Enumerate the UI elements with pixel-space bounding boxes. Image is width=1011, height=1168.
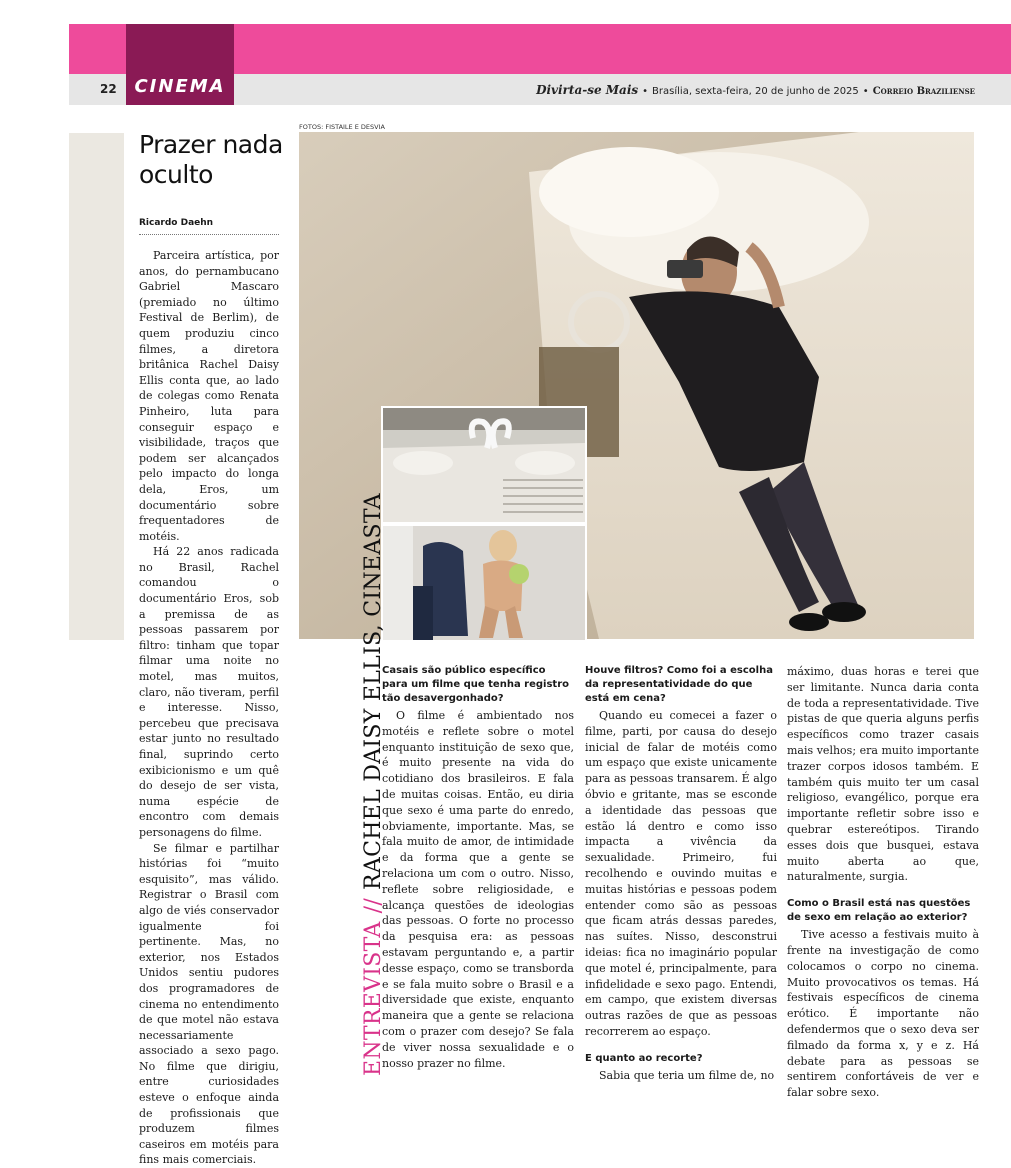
- woman-on-chair-photo: [381, 524, 587, 642]
- interview-answer: Sabia que teria um filme de, no: [599, 1068, 775, 1082]
- dateline: [536, 83, 975, 97]
- inset-photo-bed: [383, 408, 585, 522]
- date-text: Brasília, sexta-feira, 20 de junho de 2025: [652, 86, 859, 97]
- interview-answer: Tive acesso a festivais muito à frente na investigação de como colocamos o corpo no cinema. Muito provocativos os temas. Há festivais específicos de cinema erótico. É importante não defendermos que o sexo deva ser filmado da forma x, y e z. Há debate para as pessoas se sentirem confortáveis de ver e falar sobre sexo.: [787, 928, 979, 1100]
- left-decorative-strip: [69, 133, 124, 640]
- newspaper-name: Correio Braziliense: [872, 86, 975, 97]
- bullet-separator: •: [862, 86, 869, 97]
- article-paragraph: Se filmar e partilhar histórias foi “muito esquisito”, mas válido. Registrar o Brasil com algo de viés conservador igualmente foi pertinente. Mas, no exterior, nos Estados Unidos sentiu pudores dos programadores de cinema no entendimento de que motel não estava necessariamente associado a sexo pago. No filme que dirigiu, entre curiosidades esteve o enfoque ainda de profissionais que produzem filmes caseiros em motéis para fins mais comerciais.: [139, 841, 279, 1167]
- interview-question: E quanto ao recorte?: [585, 1052, 703, 1064]
- publication-name: Divirta-se Mais: [536, 83, 639, 97]
- interview-column-3: [787, 664, 979, 1101]
- section-label: CINEMA: [134, 76, 226, 97]
- article-byline: Ricardo Daehn: [139, 218, 279, 235]
- interview-column-1: [382, 664, 574, 1071]
- interview-tag: ENTREVISTA: [361, 921, 386, 1076]
- interview-question: Como o Brasil está nas questões de sexo em relação ao exterior?: [787, 898, 971, 924]
- article-headline: Prazer nada oculto: [139, 130, 283, 189]
- interview-column-2: [585, 664, 777, 1084]
- interview-answer: Quando eu comecei a fazer o filme, parti, por causa do desejo inicial de falar de motéis como um espaço que existe unicamente para as pessoas transarem. É algo óbvio e gritante, mas se esconde a identidade das pessoas que estão lá dentro e como isso impacta a vivência da sexualidade. Primeiro, fui recolhendo e ouvindo muitas e muitas histórias e pessoas podem entender como são as pessoas que ficam atrás dessas paredes, nas suítes. Nisso, desconstrui ideias: fica no imaginário popular que motel é, principalmente, para infidelidade e sexo pago. Entendi, em campo, que existem diversas outras razões de que as pessoas recorrerem ao espaço.: [585, 709, 777, 1038]
- article-paragraph: Parceira artística, por anos, do pernambucano Gabriel Mascaro (premiado no último Festival de Berlim), de quem produziu cinco filmes, a diretora britânica Rachel Daisy Ellis conta que, ao lado de colegas como Renata Pinheiro, luta para conseguir espaço e visibilidade, traços que podem ser alcançados pelo impacto do longa dela, Eros, um documentário sobre frequentadores de motéis.: [139, 249, 279, 543]
- bullet-separator: •: [642, 86, 649, 97]
- interview-subject: RACHEL DAISY ELLIS, CINEASTA: [361, 493, 386, 890]
- interview-answer-continued: máximo, duas horas e terei que ser limitante. Nunca daria conta de toda a representatividade. Tive pistas de que queria alguns perfis específicos como trazer casais mais velhos; era muito importante trazer corpos idosos também. E também quis muito ter um casal religioso, evangélico, porque era importante refletir sobre isso e quebrar estereótipos. Tirando esses dois que busquei, estava muito aberta ao que, naturalmente, surgia.: [787, 665, 979, 884]
- motel-bed-towel-swans-photo: [381, 406, 587, 524]
- interview-question: Casais são público específico para um filme que tenha registro tão desavergonhado?: [382, 665, 570, 704]
- photo-credit: FOTOS: FISTAILE E DESVIA: [299, 123, 385, 131]
- interview-question: Houve filtros? Como foi a escolha da representatividade do que está em cena?: [585, 665, 773, 704]
- article-paragraph: Há 22 anos radicada no Brasil, Rachel comandou o documentário Eros, sob a premissa de as pessoas passarem por filtro: tinham que topar filmar uma noite no motel, mas muitos, claro, não tiveram, perfil e interesse. Nisso, percebeu que precisava estar junto no resultado final, suprindo certo exibicionismo e um quê do desejo de ser vista, numa espécie de encontro com demais personagens do filme.: [139, 545, 279, 839]
- label-separator: //: [361, 897, 386, 914]
- inset-photo-chair: [383, 526, 585, 640]
- page-number: 22: [100, 82, 117, 96]
- interview-answer: O filme é ambientado nos motéis e reflete sobre o motel enquanto instituição de sexo que, é muito presente na vida do cotidiano dos brasileiros. E fala de muitas coisas. Então, eu diria que sexo é uma parte do enredo, obviamente, importante. Mas, se fala muito de amor, de intimidade e da forma que a gente se relaciona um com o outro. Nisso, reflete sobre religiosidade, e alcança questões de ideologias das pessoas. O forte no processo da pesquisa era: as pessoas estavam perguntando e, a partir desse espaço, como se transborda e se fala muito sobre o Brasil e a diversidade que existe, enquanto maneira que a gente se relaciona com o prazer com desejo? Se fala de viver nossa sexualidade e o nosso prazer no filme.: [382, 709, 574, 1070]
- article-body: [139, 248, 279, 1168]
